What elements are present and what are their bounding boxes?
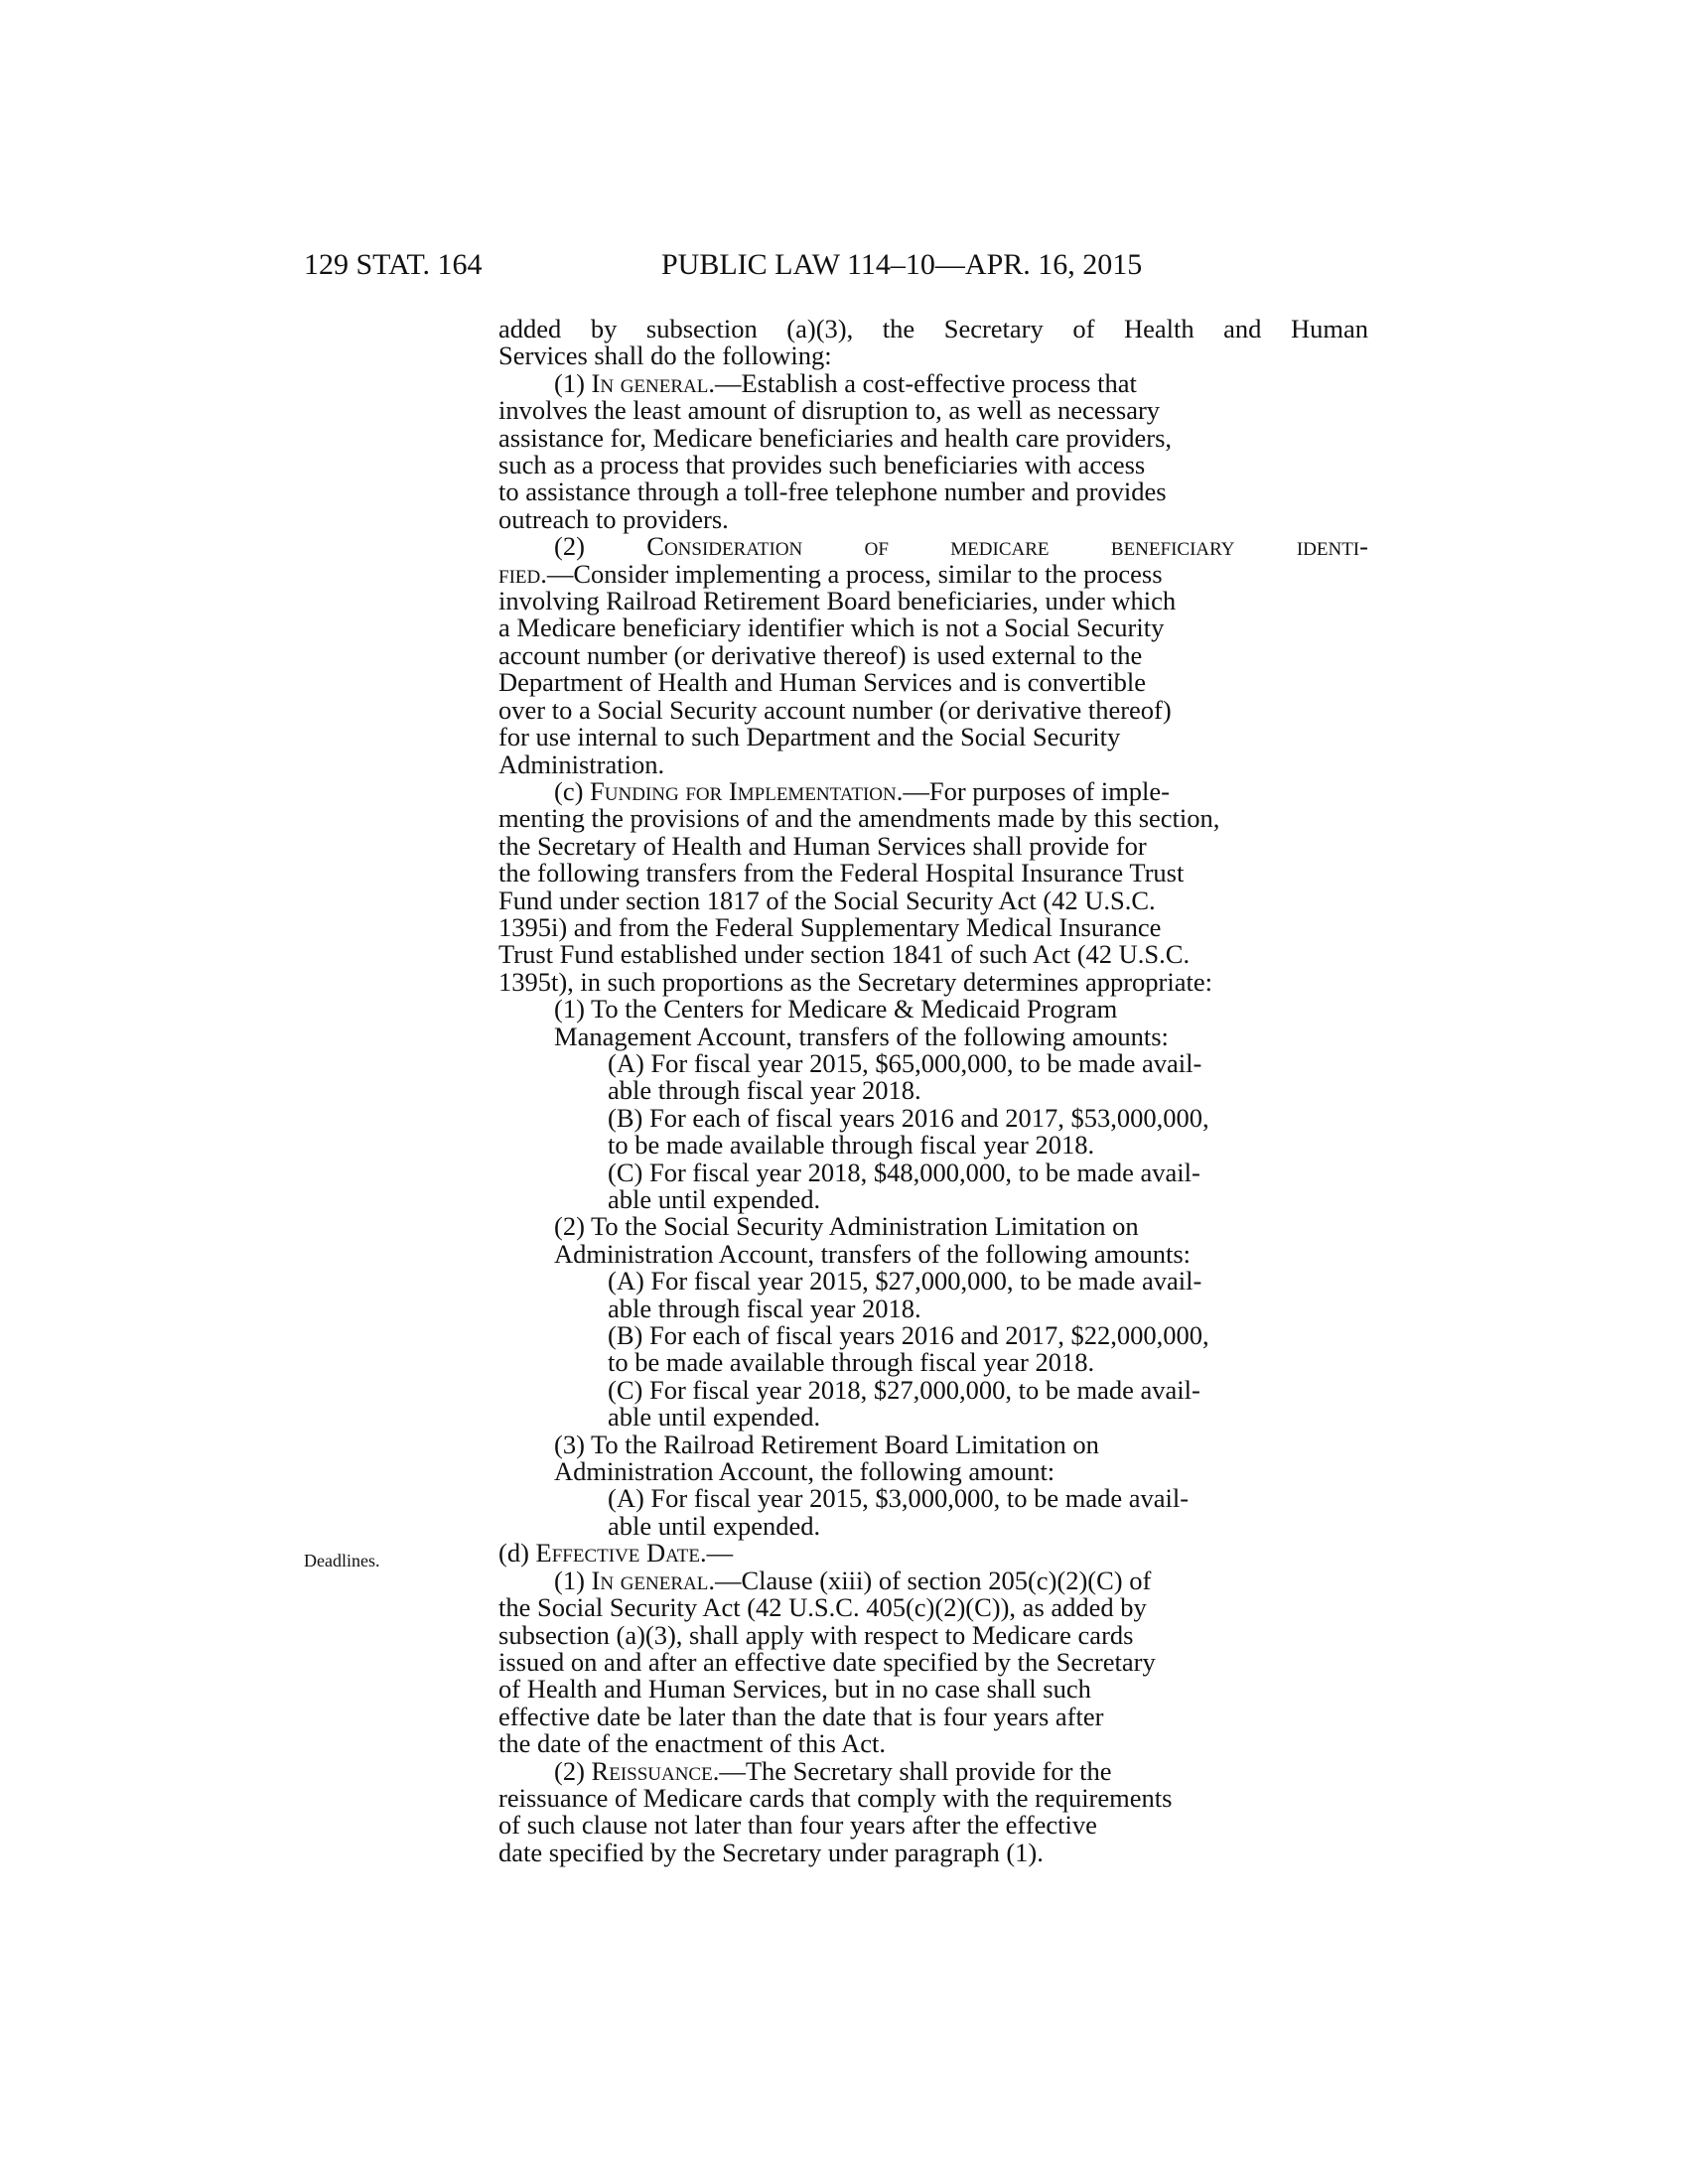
stat-page-reference: 129 STAT. 164 [304, 248, 483, 281]
text-line: to assistance through a toll-free telephone number and provides [498, 477, 1167, 507]
text-line: the Secretary of Health and Human Services shall provide for [498, 830, 1147, 861]
text-line: menting the provisions of and the amendments made by this section, [498, 803, 1220, 834]
text-line: account number (or derivative thereof) is used external to the [498, 639, 1143, 670]
text-line: a Medicare beneficiary identifier which is not a Social Security [498, 613, 1165, 643]
text-line: the Social Security Act (42 U.S.C. 405(c)(2)(C)), as added by [498, 1592, 1147, 1623]
text-line: 1395i) and from the Federal Supplementary Medical Insurance [498, 911, 1162, 942]
text-line: reissuance of Medicare cards that comply with the requirements [498, 1782, 1173, 1813]
text-line: (A) For fiscal year 2015, $65,000,000, to be made avail- [608, 1047, 1202, 1078]
text-line: involving Railroad Retirement Board beneficiaries, under which [498, 586, 1177, 616]
text-line: assistance for, Medicare beneficiaries and health care providers, [498, 422, 1173, 453]
text-line: (B) For each of fiscal years 2016 and 2017, $53,000,000, [608, 1102, 1209, 1133]
text-line: (A) For fiscal year 2015, $27,000,000, to be made avail- [608, 1266, 1202, 1297]
subsection-heading: Funding for Implementation [590, 775, 897, 806]
text-line: Administration Account, the following amount: [554, 1456, 1055, 1487]
text-line: (A) For fiscal year 2015, $3,000,000, to be made avail- [608, 1483, 1190, 1514]
text-line: the following transfers from the Federal Hospital Insurance Trust [498, 858, 1185, 888]
subsection-c-heading-line: (c) Funding for Implementation.—For purposes of imple- [554, 775, 1171, 806]
text-line: issued on and after an effective date specified by the Secretary [498, 1646, 1156, 1677]
subsection-d-heading-line: (d) Effective Date.— [498, 1538, 734, 1569]
text-line: 1395t), in such proportions as the Secretary determines appropriate: [498, 966, 1212, 997]
paragraph-heading: Reissuance [591, 1755, 713, 1786]
text-line: Services shall do the following: [498, 341, 832, 371]
paragraph-2-heading-line: (2) Consideration of medicare beneficiary identi- [554, 531, 1368, 562]
text-line: able until expended. [608, 1184, 821, 1214]
text-line: the date of the enactment of this Act. [498, 1728, 887, 1759]
text-line: Administration. [498, 749, 665, 779]
text-line: fied.—Consider implementing a process, similar to the process [498, 558, 1163, 589]
text-line: Fund under section 1817 of the Social Security Act (42 U.S.C. [498, 885, 1156, 915]
text-line: subsection (a)(3), shall apply with respect to Medicare cards [498, 1619, 1134, 1650]
text-line: such as a process that provides such beneficiaries with access [498, 450, 1146, 480]
text-line: Department of Health and Human Services and is convertible [498, 667, 1146, 698]
text-line: able through fiscal year 2018. [608, 1293, 921, 1323]
paragraph-d2-heading-line: (2) Reissuance.—The Secretary shall provide for the [554, 1755, 1112, 1786]
paragraph-d1-heading-line: (1) In general.—Clause (xiii) of section 205(c)(2)(C) of [554, 1565, 1152, 1595]
paragraph-1-heading-line: (1) In general.—Establish a cost-effective process that [554, 367, 1137, 398]
text-line: (1) To the Centers for Medicare & Medicaid Program [554, 994, 1118, 1024]
text-line: outreach to providers. [498, 503, 729, 534]
text-line: over to a Social Security account number (or derivative thereof) [498, 694, 1172, 725]
text-line: (2) To the Social Security Administration Limitation on [554, 1211, 1139, 1242]
text-line: Management Account, transfers of the following amounts: [554, 1021, 1169, 1051]
text-line: date specified by the Secretary under paragraph (1). [498, 1837, 1044, 1867]
text-line: for use internal to such Department and the Social Security [498, 722, 1121, 752]
text-line: (B) For each of fiscal years 2016 and 2017, $22,000,000, [608, 1320, 1209, 1351]
subsection-heading: Effective Date [535, 1538, 700, 1569]
text-line: of such clause not later than four years after the effective [498, 1810, 1097, 1841]
text-line: able until expended. [608, 1402, 821, 1433]
text-line: (3) To the Railroad Retirement Board Limitation on [554, 1429, 1099, 1459]
text-line: able through fiscal year 2018. [608, 1075, 921, 1106]
text-line: (C) For fiscal year 2018, $48,000,000, to be made avail- [608, 1157, 1200, 1187]
text-line: to be made available through fiscal year 2018. [608, 1130, 1095, 1160]
margin-note-deadlines: Deadlines. [304, 1551, 380, 1570]
text-line: Trust Fund established under section 1841 of such Act (42 U.S.C. [498, 939, 1191, 970]
text-line: Administration Account, transfers of the following amounts: [554, 1238, 1192, 1269]
text-line: effective date be later than the date that is four years after [498, 1701, 1104, 1731]
text-line: able until expended. [608, 1510, 821, 1541]
paragraph-heading: In general [591, 1565, 709, 1595]
text-line: involves the least amount of disruption to, as well as necessary [498, 395, 1161, 426]
paragraph-heading: In general [591, 367, 709, 398]
statute-body [498, 316, 1368, 1866]
text-line: to be made available through fiscal year 2018. [608, 1347, 1095, 1378]
public-law-title: PUBLIC LAW 114–10—APR. 16, 2015 [661, 248, 1143, 281]
text-line: (C) For fiscal year 2018, $27,000,000, to be made avail- [608, 1374, 1200, 1405]
text-line: of Health and Human Services, but in no case shall such [498, 1674, 1091, 1705]
text-line: added by subsection (a)(3), the Secretary of Health and Human [498, 314, 1368, 343]
